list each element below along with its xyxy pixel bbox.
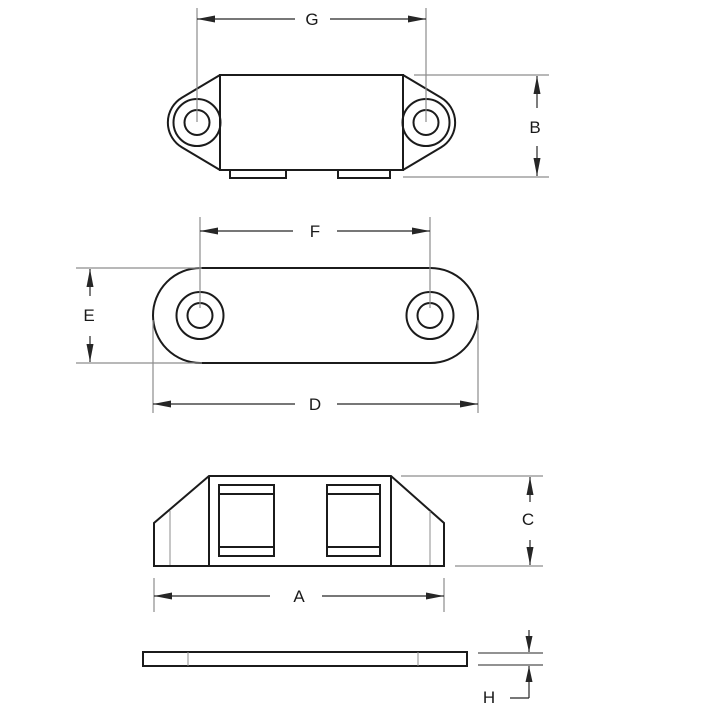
dimension-label-f: F [309, 222, 321, 241]
plate-outline [153, 268, 478, 363]
arrowhead-right-icon [426, 593, 444, 600]
arrowhead-down-icon [534, 158, 541, 176]
right-magnet-slot [327, 485, 380, 556]
dimension-label-g: G [305, 10, 319, 29]
arrowhead-up-icon [527, 477, 534, 495]
top-view [168, 75, 455, 178]
arrowhead-down-icon [527, 547, 534, 565]
left-magnet-slot [219, 485, 274, 556]
arrowhead-left-icon [153, 401, 171, 408]
arrowhead-up-icon [534, 76, 541, 94]
arrowhead-up-icon [87, 269, 94, 287]
arrowhead-down-icon [87, 344, 94, 362]
dimension-label-b: B [529, 118, 541, 137]
right-ear-outline [403, 75, 455, 170]
dimension-label-a: A [293, 587, 305, 606]
profile-view [143, 652, 467, 666]
dimension-label-c: C [521, 510, 535, 529]
arrowhead-right-icon [412, 228, 430, 235]
arrowhead-left-icon [154, 593, 172, 600]
dimension-label-d: D [308, 395, 322, 414]
arrowhead-up-icon [526, 666, 533, 682]
arrowhead-right-icon [460, 401, 478, 408]
dimension-a [154, 578, 444, 612]
dimension-h [478, 630, 543, 707]
left-foot-tab [230, 170, 286, 178]
dimension-label-h: H [482, 688, 496, 707]
arrowhead-left-icon [200, 228, 218, 235]
plan-view [153, 268, 478, 363]
body-outline [154, 476, 444, 566]
body-outline [220, 75, 403, 170]
right-foot-tab [338, 170, 390, 178]
dimension-label-e: E [83, 306, 95, 325]
front-view [154, 476, 444, 566]
arrowhead-down-icon [526, 636, 533, 652]
arrowhead-left-icon [197, 16, 215, 23]
left-ear-outline [168, 75, 220, 170]
arrowhead-right-icon [408, 16, 426, 23]
